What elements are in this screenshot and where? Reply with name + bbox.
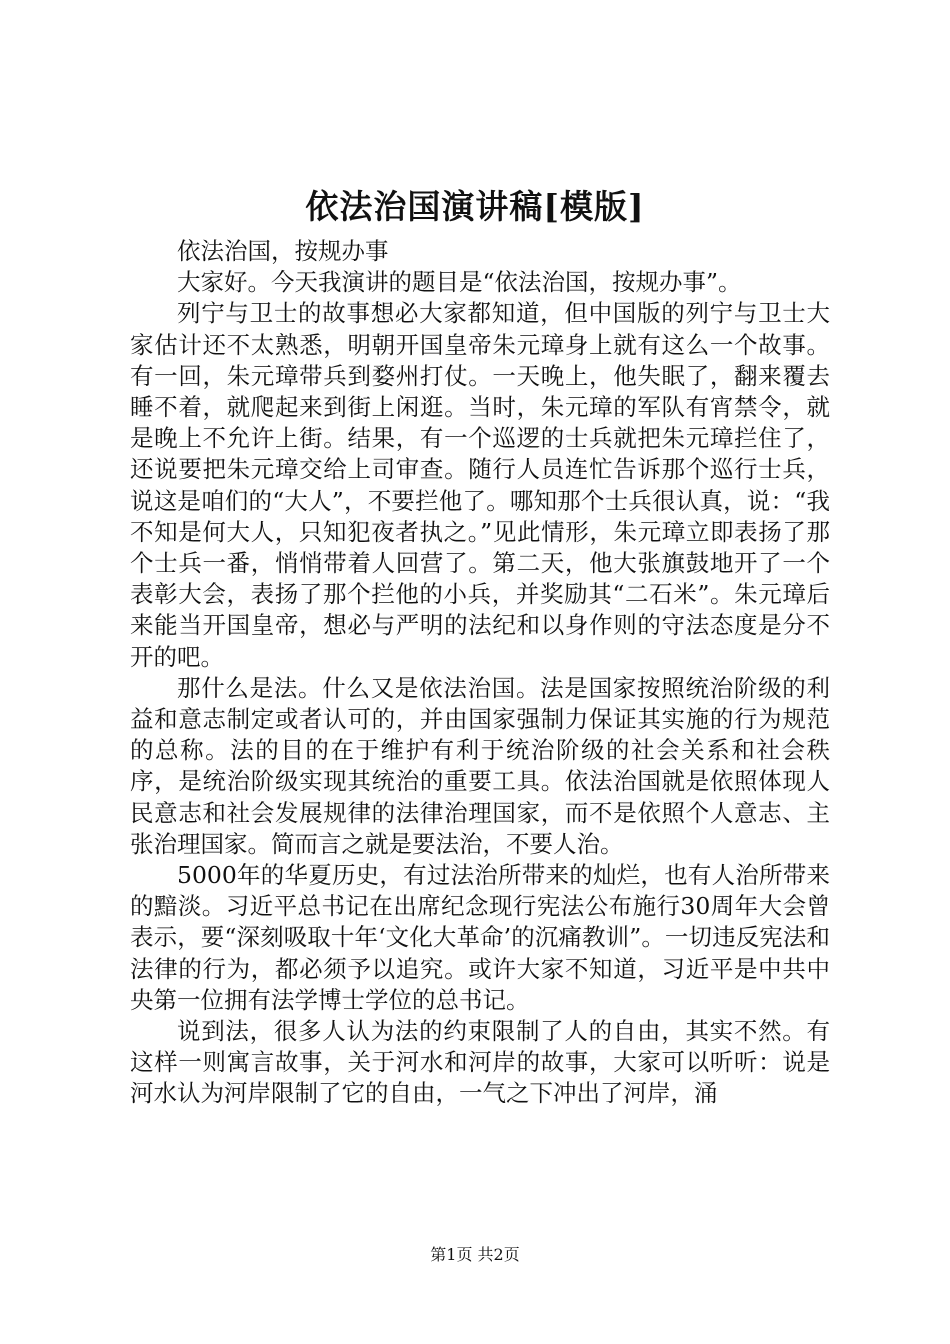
page-footer: 第1页 共2页 xyxy=(430,1245,520,1264)
paragraph-definition: 那什么是法。什么又是依法治国。法是国家按照统治阶级的利益和意志制定或者认可的，并由国家强制力保证其实施的行为规范的总称。法的目的在于维护有利于统治阶级的社会关系和社会秩序，是统治阶级实现其统治的重要工具。依法治国就是依照体现人民意志和社会发展规律的法律治理国家，而不是依照个人意志、主张治理国家。简而言之就是要法治，不要人治。 xyxy=(130,673,830,858)
paragraph-history: 5000年的华夏历史，有过法治所带来的灿烂，也有人治所带来的黯淡。习近平总书记在出席纪念现行宪法公布施行30周年大会曾表示，要“深刻吸取十年‘文化大革命’的沉痛教训”。一切违反宪法和法律的行为，都必须予以追究。或许大家不知道，习近平是中共中央第一位拥有法学博士学位的总书记。 xyxy=(130,861,830,1014)
document-title: 依法治国演讲稿[模版] xyxy=(305,187,645,226)
paragraph-greeting: 大家好。今天我演讲的题目是“依法治国，按规办事”。 xyxy=(177,268,742,297)
paragraph-subtitle: 依法治国，按规办事 xyxy=(177,237,389,265)
document-body xyxy=(130,236,830,1110)
paragraph-story: 列宁与卫士的故事想必大家都知道，但中国版的列宁与卫士大家估计还不太熟悉，明朝开国皇帝朱元璋身上就有这么一个故事。有一回，朱元璋带兵到婺州打仗。一天晚上，他失眠了，翻来覆去睡不着，就爬起来到街上闲逛。当时，朱元璋的军队有宵禁令，就是晚上不允许上街。结果，有一个巡逻的士兵就把朱元璋拦住了，还说要把朱元璋交给上司审查。随行人员连忙告诉那个巡行士兵，说这是咱们的“大人”，不要拦他了。哪知那个士兵很认真，说：“我不知是何大人，只知犯夜者执之。”见此情形，朱元璋立即表扬了那个士兵一番，悄悄带着人回营了。第二天，他大张旗鼓地开了一个表彰大会，表扬了那个拦他的小兵，并奖励其“二石米”。朱元璋后来能当开国皇帝，想必与严明的法纪和以身作则的守法态度是分不开的吧。 xyxy=(130,299,830,671)
paragraph-freedom: 说到法，很多人认为法的约束限制了人的自由，其实不然。有这样一则寓言故事，关于河水和河岸的故事，大家可以听听：说是河水认为河岸限制了它的自由，一气之下冲出了河岸，涌 xyxy=(130,1017,830,1108)
